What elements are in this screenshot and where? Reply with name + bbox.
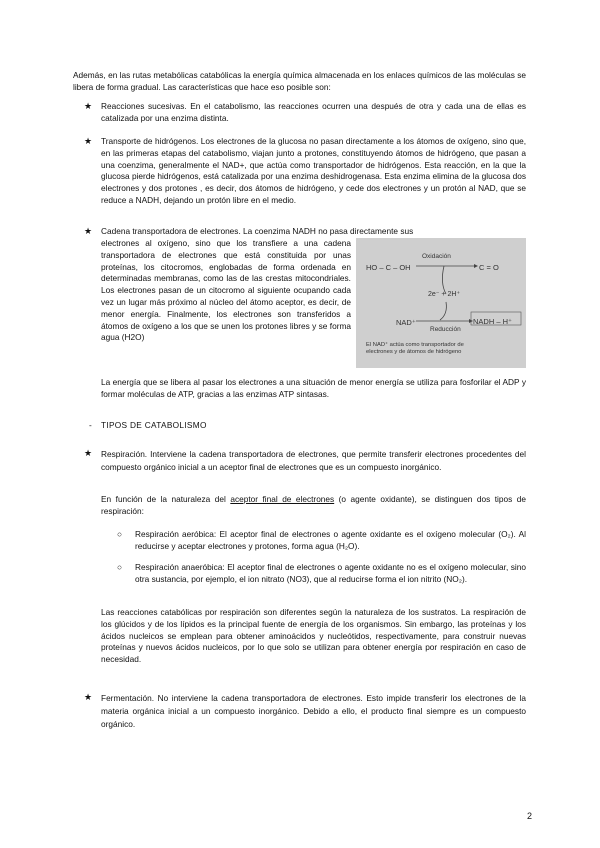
respiration-types-post: (o agente oxidante), se distinguen dos tipos de respiración:: [101, 494, 526, 516]
intro-paragraph: Además, en las rutas metabólicas catabólicas la energía química almacenada en los enlaces químicos de las moléculas se libera de forma gradual. Las características que hace eso posible son:: [73, 70, 526, 92]
star-bullet-icon: ★: [84, 136, 93, 146]
figure-reduction-label: Reducción: [430, 326, 461, 333]
section-dash: -: [89, 420, 92, 430]
bullet-respiracion-anaerobica: Respiración anaeróbica: El aceptor final de electrones o agente oxidante no es el oxígeno molecular, sino otra sustancia, por ejemplo, el ion nitrato (NO3), que al reducirse forma el ion nitrito (NO₂).: [135, 562, 526, 584]
circle-bullet-icon: ○: [117, 529, 123, 539]
figure-caption: El NAD⁺ actúa como transportador de electrones y de átomos de hidrógeno: [366, 342, 464, 355]
section-title: TIPOS DE CATABOLISMO: [101, 420, 207, 430]
circle-bullet-icon: ○: [117, 562, 123, 572]
nad-reaction-figure: [356, 238, 526, 368]
figure-co-label: C = O: [479, 263, 499, 272]
bullet-respiracion: Respiración. Interviene la cadena transportadora de electrones, que permite transferir electrones procedentes del compuesto orgánico inicial a un aceptor final de electrones que es un compuesto inorgánico.: [101, 449, 526, 472]
star-bullet-icon: ★: [84, 448, 93, 458]
figure-nad-label: NAD⁺: [396, 318, 416, 327]
figure-oxidation-label: Oxidación: [422, 253, 451, 260]
star-bullet-icon: ★: [84, 226, 93, 236]
star-bullet-icon: ★: [84, 101, 93, 111]
bullet-fermentacion: Fermentación. No interviene la cadena transportadora de electrones. Esto impide transferir los electrones de la materia orgánica inicial a un compuesto inorgánico. Debido a ello, el producto final siempre es un compuesto orgánico.: [101, 693, 526, 729]
page-number: 2: [527, 811, 533, 821]
star-bullet-icon: ★: [84, 692, 93, 702]
respiration-types-pre: En función de la naturaleza del: [101, 494, 226, 504]
bullet-transporte-hidrogenos: Transporte de hidrógenos. Los electrones de la glucosa no pasan directamente a los átomos de oxígeno, sino que, en las primeras etapas del catabolismo, viajan junto a protones, constituyendo átomos de hidrógeno, que pasan a una coenzima, generalmente el NAD+, que actúa como transportador de hidrógenos. Esta reacción, en la que la glucosa pierde hidrógenos, está catalizada por una enzima deshidrogenasa. Esta enzima elimina de la glucosa dos electrones y dos protones , es decir, dos átomos de hidrógeno, y cede dos electrones y un protón al NAD, que se reduce a NADH, dejando un protón libre en el medio.: [101, 136, 526, 205]
bullet-respiracion-aerobica: Respiración aeróbica: El aceptor final de electrones o agente oxidante es el oxígeno molecular (O₂). Al reducirse y aceptar electrones y protones, forma agua (H₂O).: [135, 529, 526, 551]
figure-electrons-label: 2e⁻ + 2H⁺: [428, 291, 461, 298]
figure-hoc-label: HO – C – OH: [366, 263, 411, 272]
respiration-types-intro: [101, 494, 526, 518]
respiration-reactions-paragraph: Las reacciones catabólicas por respiración son diferentes según la naturaleza de los sustratos. La respiración de los glúcidos y de los lípidos es la principal fuente de energía de los organismos. Sin embargo, las proteínas y los ácidos nucleicos se emplean para obtener aminoácidos y nucleótidos, respectivamente, para construir nuevas proteínas y nuevos ácidos nucleicos, por lo que solo se utilizan para obtener energía por respiración en caso de necesidad.: [101, 607, 526, 665]
aceptor-final-link[interactable]: aceptor final de electrones: [230, 494, 335, 504]
energia-atp-paragraph: La energía que se libera al pasar los electrones a una situación de menor energía se utiliza para fosforilar el ADP y formar moléculas de ATP, gracias a las enzimas ATP sintasas.: [101, 377, 526, 399]
figure-nadh-label: NADH – H⁺: [473, 317, 512, 326]
bullet-reacciones-sucesivas: Reacciones sucesivas. En el catabolismo, las reacciones ocurren una después de otra y cada una de ellas es catalizada por una enzima distinta.: [101, 101, 526, 123]
bullet-cadena-first-line: Cadena transportadora de electrones. La coenzima NADH no pasa directamente sus: [101, 226, 414, 236]
bullet-cadena-text: electrones al oxígeno, sino que los transfiere a una cadena transportadora de electrones que está constituida por unas proteínas, los citocromos, englobadas de forma ordenada en determinadas membranas, como las de las crestas mitocondriales. Los electrones pasan de un citocromo al siguiente ocupando cada vez un lugar más próximo al núcleo del átomo aceptor, es decir, de menor energía. Finalmente, los electrones son transferidos a átomos de oxígeno a los que se unen los protones libres y se forma agua (H2O): [101, 238, 351, 343]
